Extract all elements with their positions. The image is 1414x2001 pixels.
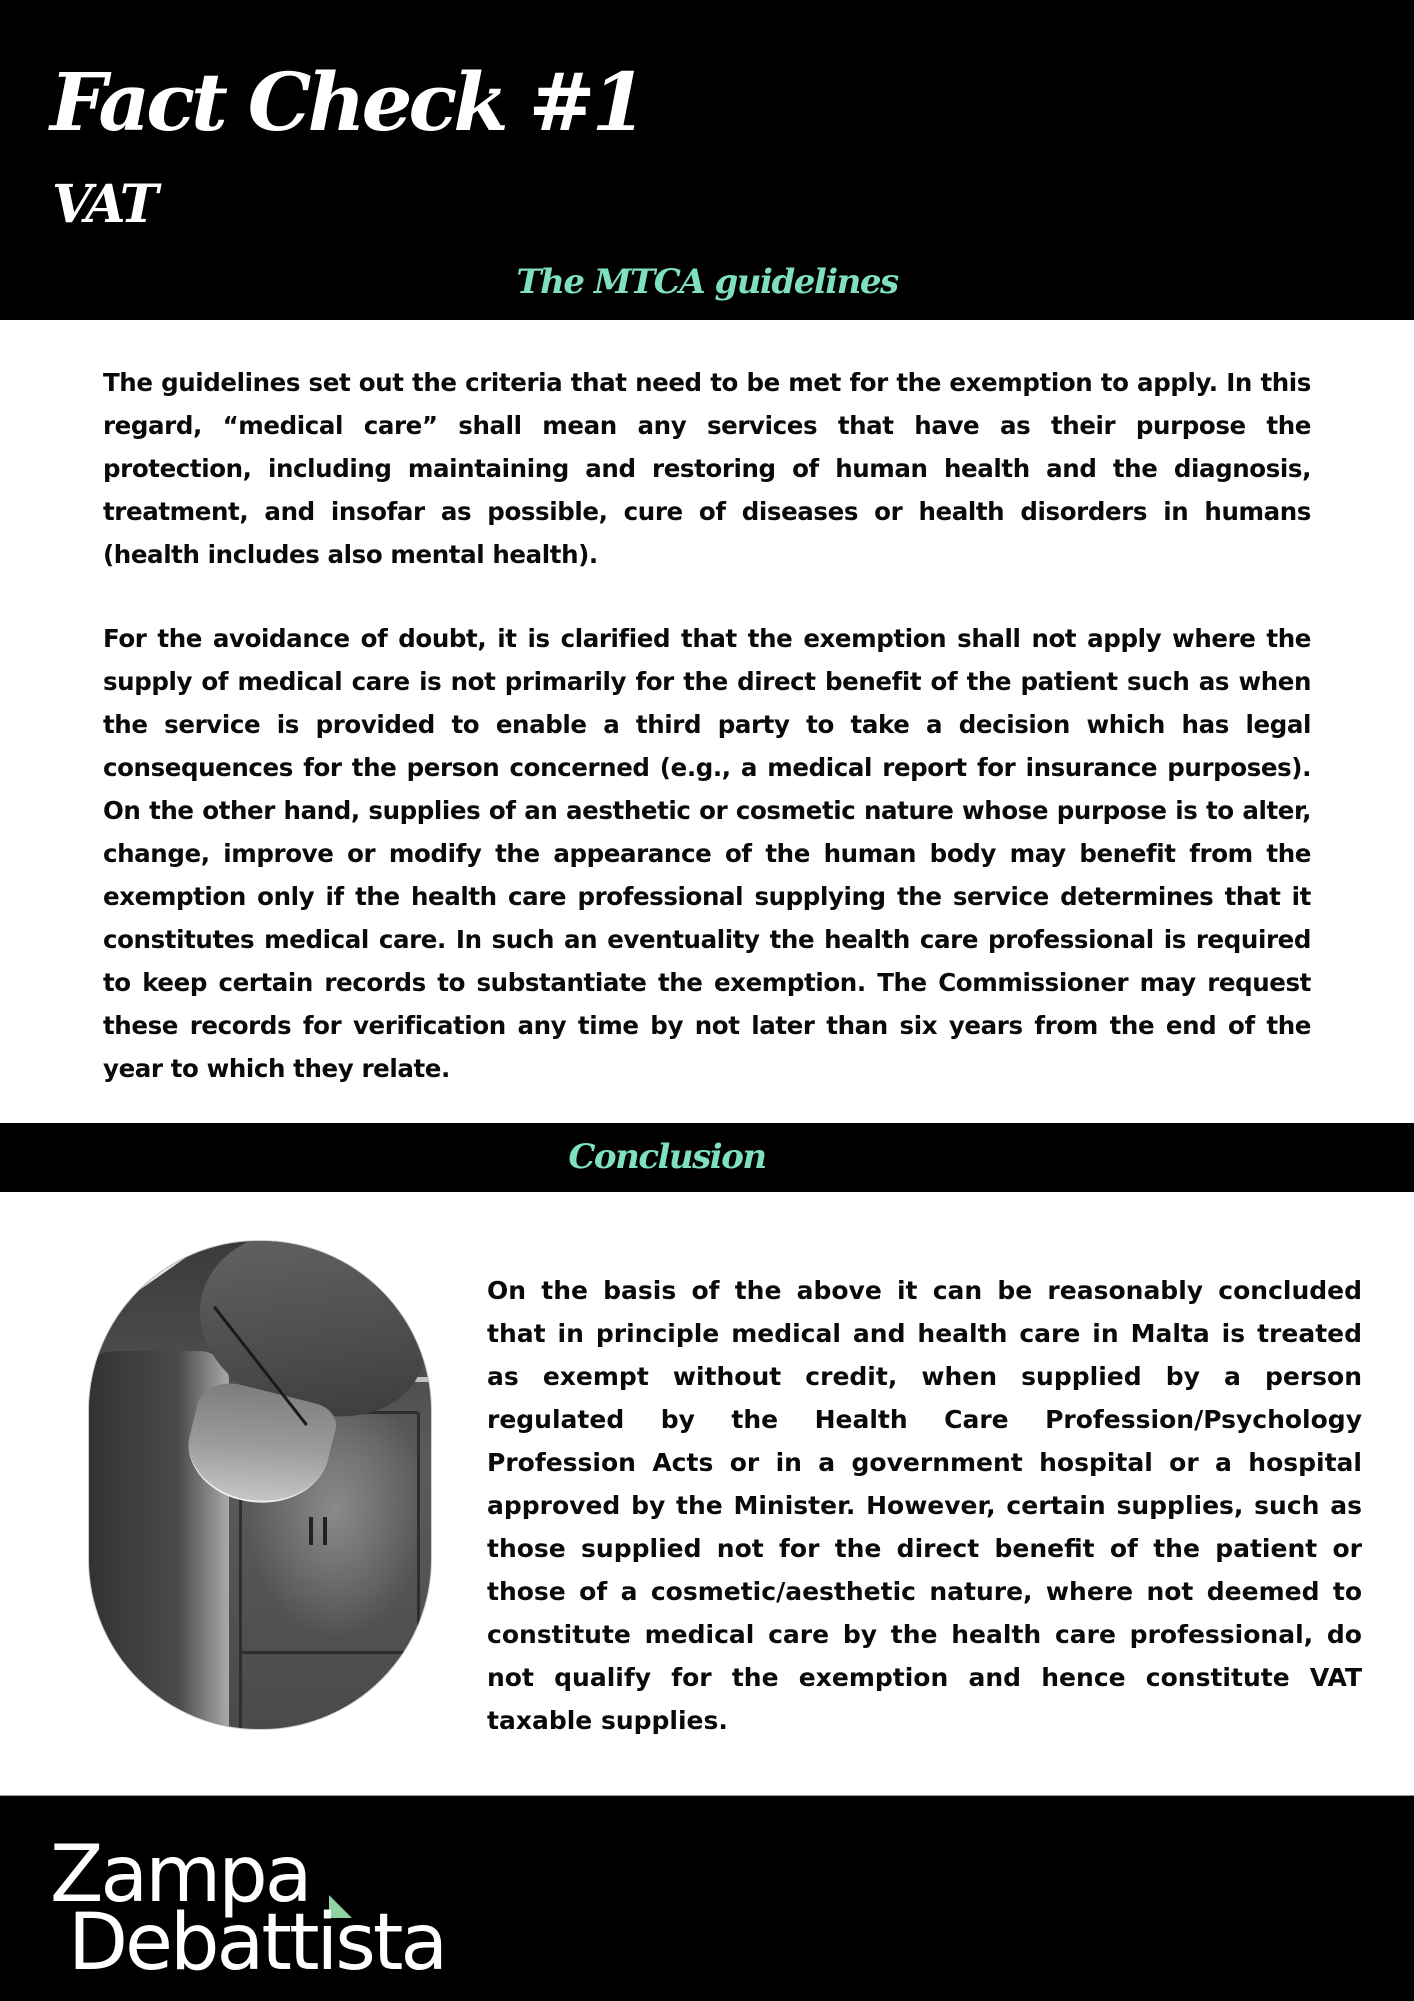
section-heading-conclusion: Conclusion xyxy=(568,1137,766,1177)
photo-door-handle xyxy=(323,1517,327,1545)
conclusion-paragraph: On the basis of the above it can be reasonably concluded that in principle medical and health care in Malta is treated as exempt without credit, when supplied by a person regulated by the Health Care Profession/Psychology Profession Acts or in a government hospital or a hospital approved by the Minister. However, certain supplies, such as those supplied not for the direct benefit of the patient or those of a cosmetic/aesthetic nature, where not deemed to constitute medical care by the health care professional, do not qualify for the exemption and hence constitute VAT taxable supplies. xyxy=(487,1276,1362,1735)
footer xyxy=(0,1795,1414,2001)
guidelines-paragraph-2: For the avoidance of doubt, it is clarified that the exemption shall not apply where the supply of medical care is not primarily for the direct benefit of the patient such as when the service is provided to enable a third party to take a decision which has legal consequences for the person concerned (e.g., a medical report for insurance purposes). On the other hand, supplies of an aesthetic or cosmetic nature whose purpose is to alter, change, improve or modify the appearance of the human body may benefit from the exemption only if the health care professional supplying the service determines that it constitutes medical care. In such an eventuality the health care professional is required to keep certain records to substantiate the exemption. The Commissioner may request these records for verification any time by not later than six years from the end of the year to which they relate. xyxy=(103,624,1311,1083)
page-subtitle: VAT xyxy=(52,174,156,235)
photo-door-handle xyxy=(309,1517,313,1545)
guidelines-paragraph-1: The guidelines set out the criteria that need to be met for the exemption to apply. In this regard, “medical care” shall mean any services that have as their purpose the protection, including maintaining and restoring of human health and the diagnosis, treatment, and insofar as possible, cure of diseases or health disorders in humans (health includes also mental health). xyxy=(103,368,1311,569)
surgeon-photo xyxy=(88,1240,432,1730)
section-heading-guidelines: The MTCA guidelines xyxy=(516,262,898,302)
company-logo xyxy=(50,1830,470,1988)
page-title: Fact Check #1 xyxy=(50,55,644,149)
logo-text-line-2: Debattista xyxy=(68,1898,446,1988)
photo-background-door-panel xyxy=(239,1651,414,1654)
logo-text-line-1: Zampa xyxy=(50,1830,310,1920)
photo-mask-strap xyxy=(118,1240,210,1304)
header-banner xyxy=(0,0,1414,320)
